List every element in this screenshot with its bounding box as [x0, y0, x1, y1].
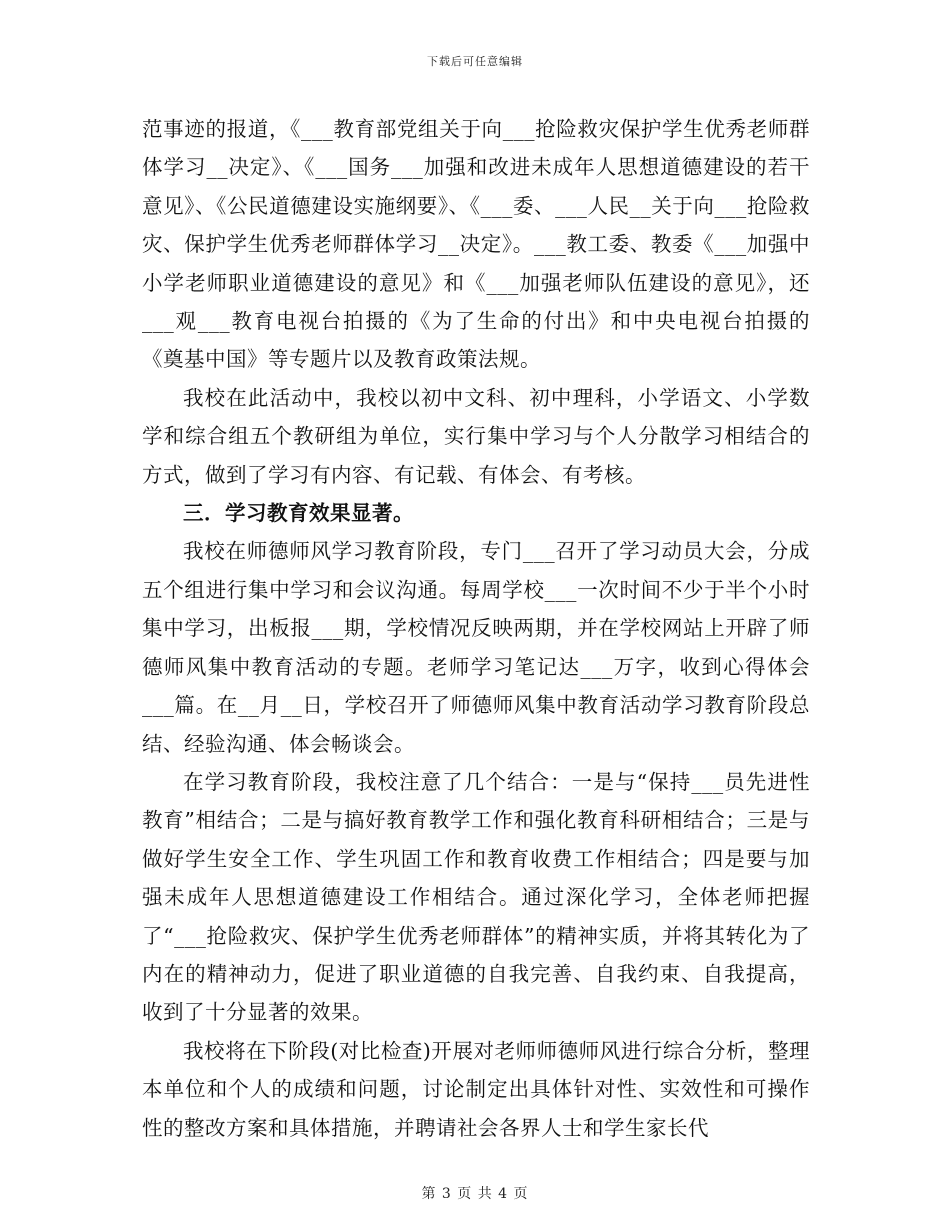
paragraph: 我校将在下阶段(对比检查)开展对老师师德师风进行综合分析，整理本单位和个人的成绩和问题，讨论制定出具体针对性、实效性和可操作性的整改方案和具体措施，并聘请社会各界人士和学生家长代: [142, 1038, 810, 1140]
paragraph-continuation: 范事迹的报道，《___教育部党组关于向___抢险救灾保护学生优秀老师群体学习__决定》、《___国务___加强和改进未成年人思想道德建设的若干意见》、《公民道德建设实施纲要》、《___委、___人民__关于向___抢险救灾、保护学生优秀老师群体学习__决定》。___教工委、教委《___加强中小学老师职业道德建设的意见》和《___加强老师队伍建设的意见》，还___观___教育电视台拍摄的《为了生命的付出》和中央电视台拍摄的《奠基中国》等专题片以及教育政策法规。: [142, 117, 810, 372]
paragraph: 我校在师德师风学习教育阶段，专门___召开了学习动员大会，分成五个组进行集中学习和会议沟通。每周学校___一次时间不少于半个小时集中学习，出板报___期，学校情况反映两期，并在学校网站上开辟了师德师风集中教育活动的专题。老师学习笔记达___万字，收到心得体会___篇。在__月__日，学校召开了师德师风集中教育活动学习教育阶段总结、经验沟通、体会畅谈会。: [142, 539, 810, 756]
page-number: 第 3 页 共 4 页: [421, 1186, 529, 1202]
document-body: [142, 110, 810, 1147]
paragraph: 我校在此活动中，我校以初中文科、初中理科，小学语文、小学数学和综合组五个教研组为单位，实行集中学习与个人分散学习相结合的方式，做到了学习有内容、有记载、有体会、有考核。: [142, 385, 810, 487]
paragraph: 在学习教育阶段，我校注意了几个结合：一是与“保持___员先进性教育”相结合；二是与搞好教育教学工作和强化教育科研相结合；三是与做好学生安全工作、学生巩固工作和教育收费工作相结合；四是要与加强未成年人思想道德建设工作相结合。通过深化学习，全体老师把握了“___抢险救灾、保护学生优秀老师群体”的精神实质，并将其转化为了内在的精神动力，促进了职业道德的自我完善、自我约束、自我提高，收到了十分显著的效果。: [142, 769, 810, 1025]
page-header: 下载后可任意编辑: [427, 55, 523, 68]
section-heading: 三．学习教育效果显著。: [183, 501, 414, 526]
